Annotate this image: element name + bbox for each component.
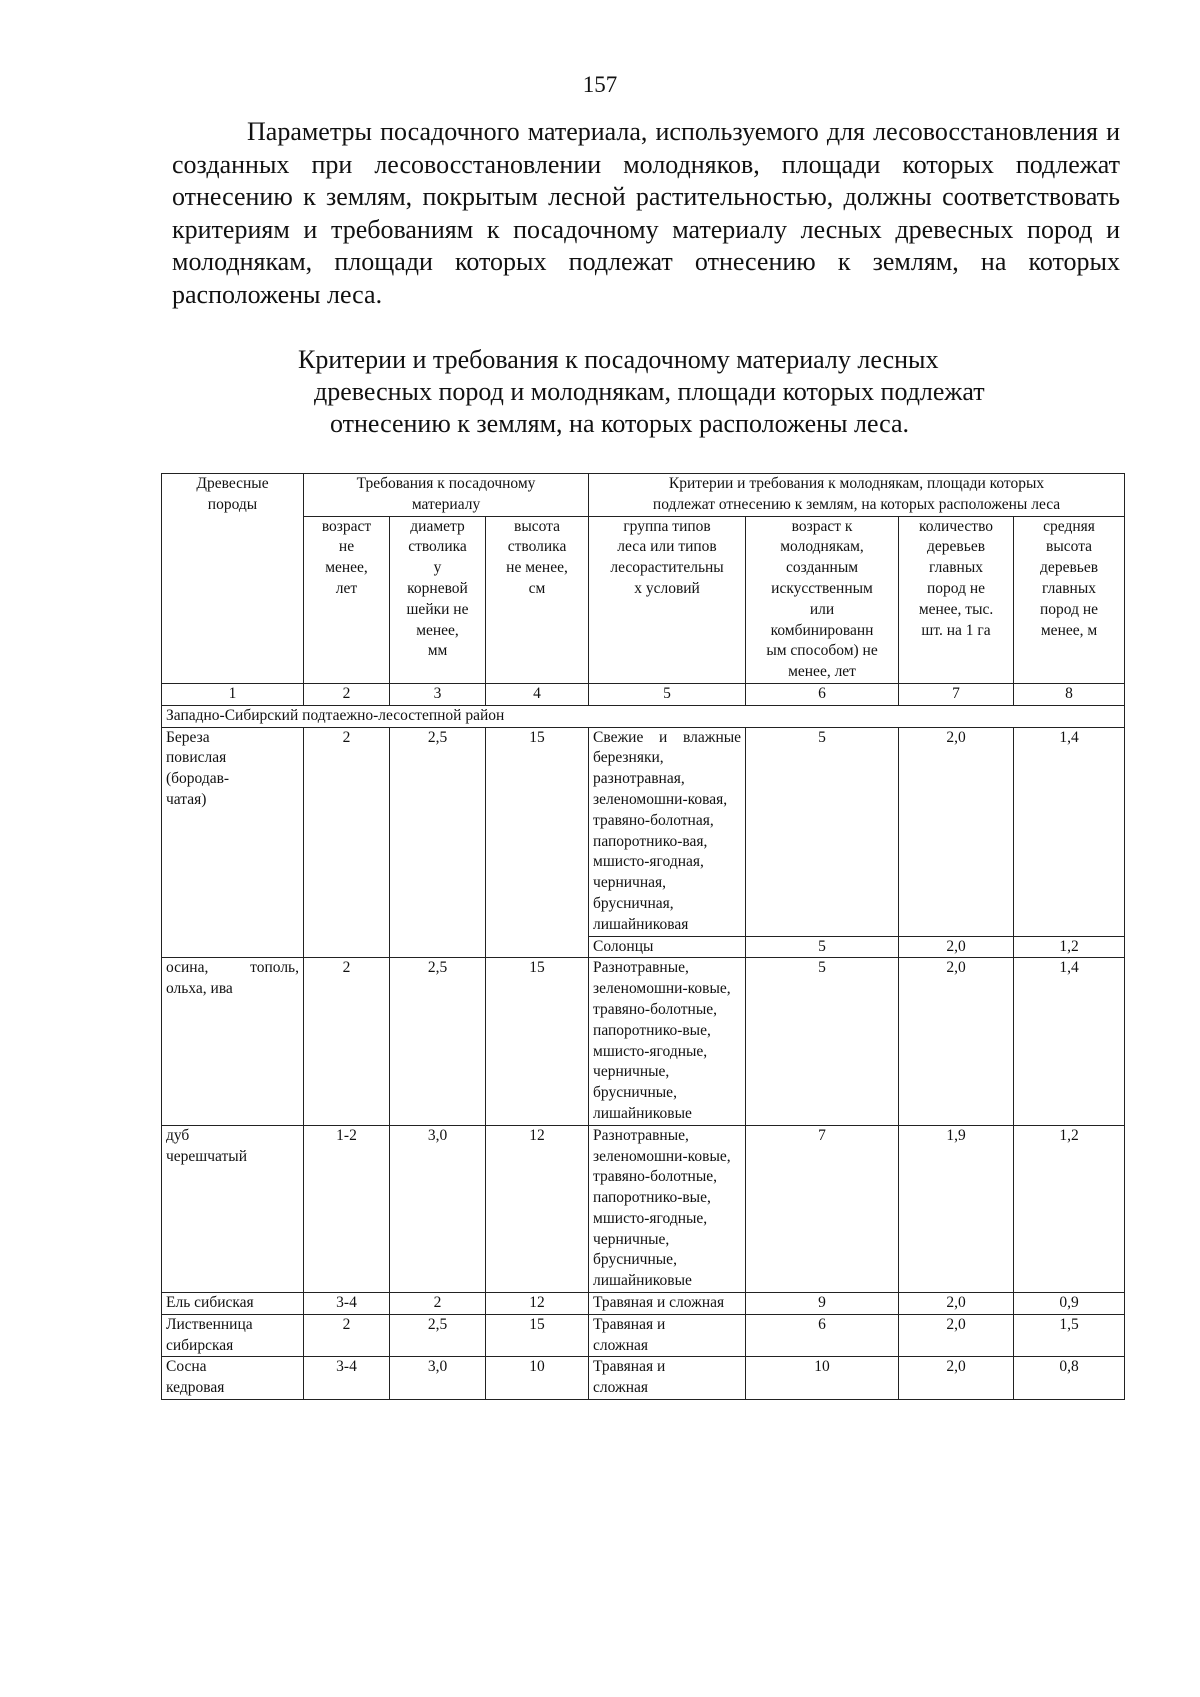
age-cell: 2 xyxy=(304,958,390,1125)
header-row-2 xyxy=(162,516,1125,683)
avg-height-cell: 1,2 xyxy=(1014,936,1125,958)
height-cell: 10 xyxy=(486,1357,589,1400)
table-row xyxy=(162,1357,1125,1400)
table-row xyxy=(162,958,1125,1125)
tree-count-cell: 2,0 xyxy=(899,1357,1014,1400)
page-number: 157 xyxy=(582,72,618,97)
forest-type-cell: Свежие и влажные березняки, разнотравная, зеленомошни-ковая, травяно-болотная, папоротнико-вая, мшисто-ягодная, черничная, брусничная, лишайниковая xyxy=(589,727,746,936)
heading-line-1: Критерии и требования к посадочному материалу лесных xyxy=(298,345,939,374)
diameter-cell: 3,0 xyxy=(390,1125,486,1292)
header-age: возраст не менее, лет xyxy=(304,516,390,683)
tree-count-cell: 2,0 xyxy=(899,727,1014,936)
age-cell: 3-4 xyxy=(304,1293,390,1315)
tree-count-cell: 2,0 xyxy=(899,958,1014,1125)
header-species: Древесные породы xyxy=(162,474,304,684)
header-avg-height: средняя высота деревьев главных пород не менее, м xyxy=(1014,516,1125,683)
header-planting-material: Требования к посадочному материалу xyxy=(304,474,589,517)
header-forest-type: группа типов леса или типов лесорастительны х условий xyxy=(589,516,746,683)
header-tree-count: количество деревьев главных пород не менее, тыс. шт. на 1 га xyxy=(899,516,1014,683)
header-young-age: возраст к молоднякам, созданным искусственным или комбинированн ым способом) не менее, лет xyxy=(746,516,899,683)
young-age-cell: 5 xyxy=(746,936,899,958)
age-cell: 3-4 xyxy=(304,1357,390,1400)
age-cell: 2 xyxy=(304,727,390,958)
height-cell: 15 xyxy=(486,727,589,958)
species-cell: Сосна кедровая xyxy=(162,1357,304,1400)
avg-height-cell: 0,8 xyxy=(1014,1357,1125,1400)
species-cell: Береза повислая (бородав- чатая) xyxy=(162,727,304,958)
young-age-cell: 5 xyxy=(746,727,899,936)
header-height: высота стволика не менее, см xyxy=(486,516,589,683)
age-cell: 1-2 xyxy=(304,1125,390,1292)
forest-type-cell: Травяная и сложная xyxy=(589,1357,746,1400)
diameter-cell: 3,0 xyxy=(390,1357,486,1400)
avg-height-cell: 1,4 xyxy=(1014,727,1125,936)
tree-count-cell: 2,0 xyxy=(899,1314,1014,1357)
heading-line-2: древесных пород и молоднякам, площади которых подлежат xyxy=(314,377,985,406)
height-cell: 12 xyxy=(486,1125,589,1292)
header-row-1 xyxy=(162,474,1125,517)
column-number: 7 xyxy=(899,683,1014,705)
column-number: 4 xyxy=(486,683,589,705)
diameter-cell: 2,5 xyxy=(390,958,486,1125)
species-cell: Лиственница сибирская xyxy=(162,1314,304,1357)
height-cell: 15 xyxy=(486,1314,589,1357)
column-number-row xyxy=(162,683,1125,705)
height-cell: 12 xyxy=(486,1293,589,1315)
criteria-table xyxy=(161,473,1125,1400)
tree-count-cell: 2,0 xyxy=(899,936,1014,958)
forest-type-cell: Разнотравные, зеленомошни-ковые, травяно-болотные, папоротнико-вые, мшисто-ягодные, черничные, брусничные, лишайниковые xyxy=(589,1125,746,1292)
forest-type-cell: Травяная и сложная xyxy=(589,1314,746,1357)
young-age-cell: 9 xyxy=(746,1293,899,1315)
heading-line-3: отнесению к землям, на которых расположены леса. xyxy=(330,409,910,438)
column-number: 1 xyxy=(162,683,304,705)
tree-count-cell: 2,0 xyxy=(899,1293,1014,1315)
column-number: 6 xyxy=(746,683,899,705)
forest-type-cell: Разнотравные, зеленомошни-ковые, травяно-болотные, папоротнико-вые, мшисто-ягодные, черничные, брусничные, лишайниковые xyxy=(589,958,746,1125)
avg-height-cell: 1,4 xyxy=(1014,958,1125,1125)
species-cell: осина, тополь, ольха, ива xyxy=(162,958,304,1125)
diameter-cell: 2,5 xyxy=(390,727,486,958)
table-row xyxy=(162,727,1125,936)
intro-paragraph: Параметры посадочного материала, используемого для лесовосстановления и созданных при лесовосстановлении молодняков, площади которых подлежат отнесению к землям, покрытым лесной растительностью, должны соответствовать критериям и требованиям к посадочному материалу лесных древесных пород и молоднякам, площади которых подлежат отнесению к землям, на которых расположены леса. xyxy=(172,117,1120,309)
table-row xyxy=(162,1314,1125,1357)
region-label: Западно-Сибирский подтаежно-лесостепной район xyxy=(162,705,1125,727)
region-row xyxy=(162,705,1125,727)
forest-type-cell: Травяная и сложная xyxy=(589,1293,746,1315)
column-number: 3 xyxy=(390,683,486,705)
avg-height-cell: 1,2 xyxy=(1014,1125,1125,1292)
header-young-stands: Критерии и требования к молоднякам, площади которых подлежат отнесению к землям, на которых расположены леса xyxy=(589,474,1125,517)
forest-type-cell: Солонцы xyxy=(589,936,746,958)
column-number: 5 xyxy=(589,683,746,705)
age-cell: 2 xyxy=(304,1314,390,1357)
species-cell: Ель сибиская xyxy=(162,1293,304,1315)
diameter-cell: 2 xyxy=(390,1293,486,1315)
young-age-cell: 6 xyxy=(746,1314,899,1357)
height-cell: 15 xyxy=(486,958,589,1125)
table-row xyxy=(162,1125,1125,1292)
species-cell: дуб черешчатый xyxy=(162,1125,304,1292)
column-number: 2 xyxy=(304,683,390,705)
table-row xyxy=(162,1293,1125,1315)
young-age-cell: 7 xyxy=(746,1125,899,1292)
avg-height-cell: 1,5 xyxy=(1014,1314,1125,1357)
column-number: 8 xyxy=(1014,683,1125,705)
section-heading xyxy=(250,344,1050,440)
young-age-cell: 10 xyxy=(746,1357,899,1400)
tree-count-cell: 1,9 xyxy=(899,1125,1014,1292)
header-diameter: диаметр стволика у корневой шейки не менее, мм xyxy=(390,516,486,683)
diameter-cell: 2,5 xyxy=(390,1314,486,1357)
avg-height-cell: 0,9 xyxy=(1014,1293,1125,1315)
young-age-cell: 5 xyxy=(746,958,899,1125)
